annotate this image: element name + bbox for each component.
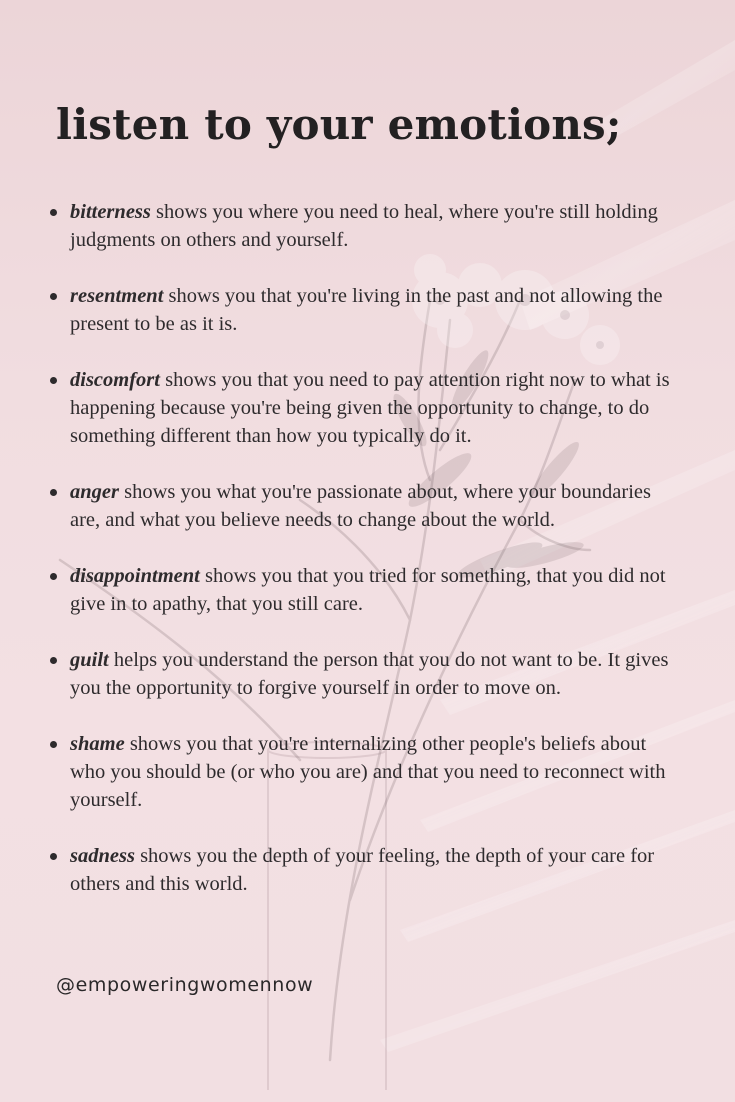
list-item [70,646,670,702]
list-item [70,198,670,254]
emotion-term: shame [70,733,125,755]
emotion-term: anger [70,481,119,503]
emotion-description: helps you understand the person that you do not want to be. It gives you the opportunity to forgive yourself in order to move on. [70,649,669,699]
emotion-term: discomfort [70,369,160,391]
list-item [70,478,670,534]
emotion-term: guilt [70,649,109,671]
list-item [70,366,670,450]
emotion-description: shows you what you're passionate about, where your boundaries are, and what you believe needs to change about the world. [70,481,652,531]
emotion-description: shows you the depth of your feeling, the depth of your care for others and this world. [70,845,655,895]
emotion-term: bitterness [70,201,151,223]
emotion-term: disappointment [70,565,200,587]
emotion-description: shows you that you tried for something, that you did not give in to apathy, that you still care. [70,565,666,615]
list-item [70,562,670,618]
page-title: listen to your emotions; [56,100,622,149]
emotion-description: shows you where you need to heal, where you're still holding judgments on others and yourself. [70,201,658,251]
social-handle: @empoweringwomennow [56,974,314,996]
emotion-description: shows you that you're living in the past and not allowing the present to be as it is. [70,285,663,335]
emotion-term: sadness [70,845,135,867]
emotion-description: shows you that you need to pay attention right now to what is happening because you're being given the opportunity to change, to do something different than how you typically do it. [70,369,670,447]
emotion-term: resentment [70,285,164,307]
list-item [70,282,670,338]
emotion-list [70,198,670,926]
emotion-description: shows you that you're internalizing other people's beliefs about who you should be (or who you are) and that you need to reconnect with yourself. [70,733,666,811]
list-item [70,730,670,814]
list-item [70,842,670,898]
